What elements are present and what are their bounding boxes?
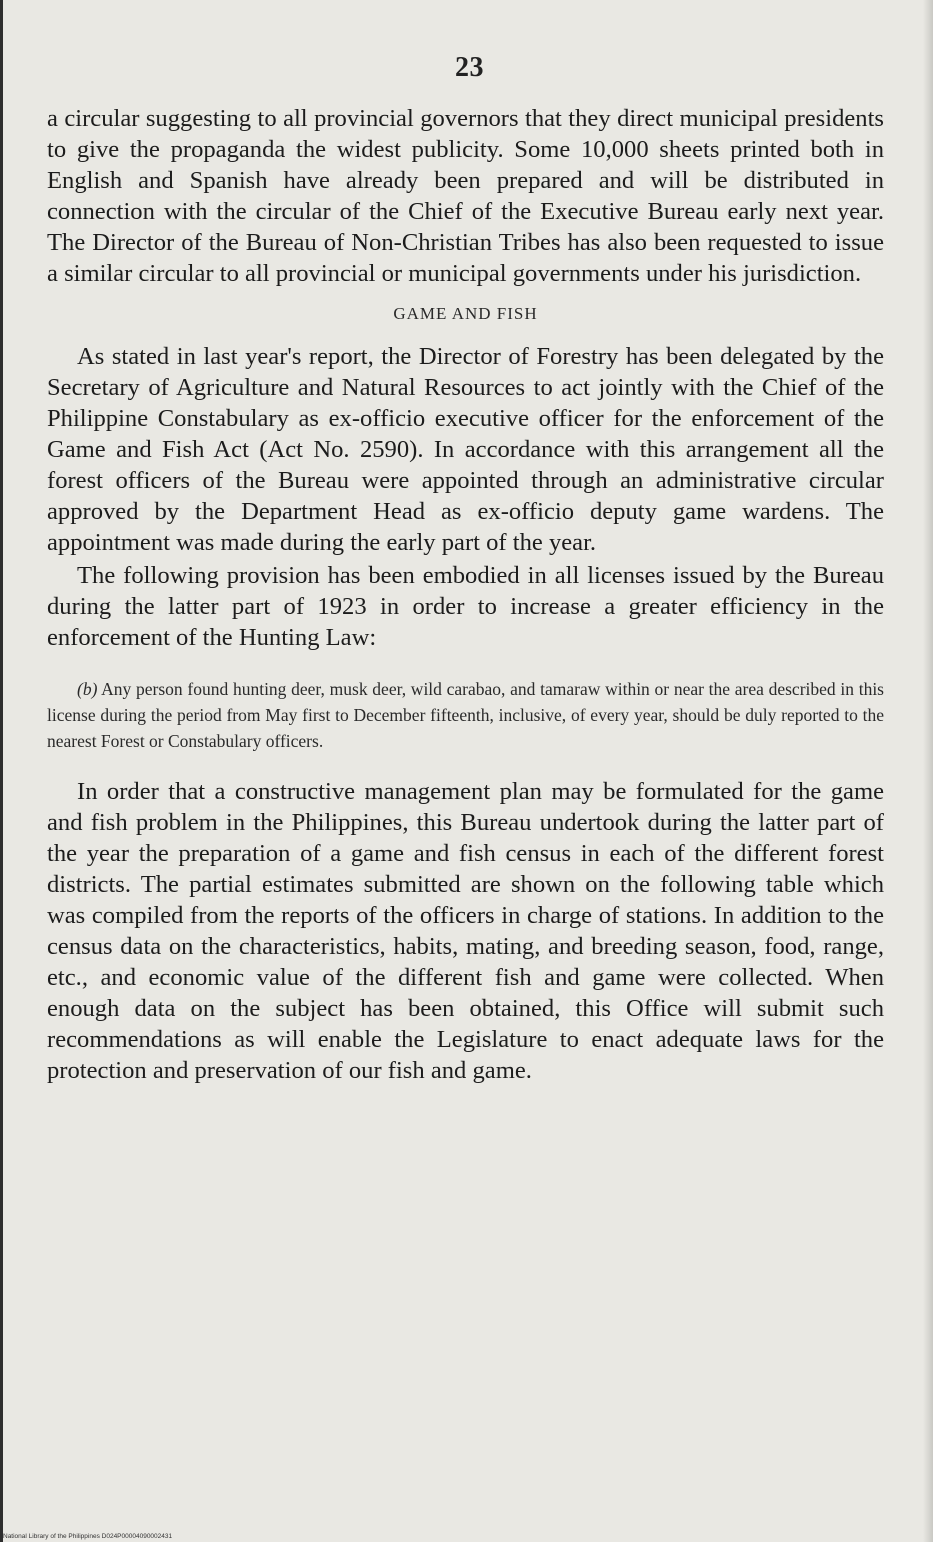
quote-label: (b) (77, 678, 98, 699)
license-provision-quote (47, 676, 884, 754)
section-heading: GAME AND FISH (393, 303, 538, 323)
paragraph-delegation: As stated in last year's report, the Director of Forestry has been delegated by the Secretary of Agriculture and Natural Resources to act jointly with the Chief of the Philippine Constabulary as ex-officio executive officer for the enforcement of the Game and Fish Act (Act No. 2590). In accordance with this arrangement all the forest officers of the Bureau were appointed through an administrative circular approved by the Department Head as ex-officio deputy game wardens. The appointment was made during the early part of the year. (47, 342, 884, 557)
text-column (47, 103, 884, 1086)
quote-text: Any person found hunting deer, musk deer, wild carabao, and tamaraw within or near the area described in this license during the period from May first to December fifteenth, inclusive, of every year, should be duly reported to the nearest Forest or Constabulary officers. (47, 678, 884, 751)
paragraph-census: In order that a constructive management plan may be formulated for the game and fish problem in the Philippines, this Bureau undertook during the latter part of the year the preparation of a game and fish census in each of the different forest districts. The partial estimates submitted are shown on the following table which was compiled from the reports of the officers in charge of stations. In addition to the census data on the characteristics, habits, mating, and breeding season, food, range, etc., and economic value of the different fish and game were collected. When enough data on the subject has been obtained, this Office will submit such recommendations as will enable the Legislature to enact adequate laws for the protection and preservation of our fish and game. (47, 777, 884, 1085)
library-footer-stamp: National Library of the Philippines D024P00004090002431 (3, 1533, 173, 1540)
paragraph-provision: The following provision has been embodied in all licenses issued by the Bureau during the latter part of 1923 in order to increase a greater efficiency in the enforcement of the Hunting Law: (47, 562, 884, 652)
paragraph-circular: a circular suggesting to all provincial governors that they direct municipal presidents to give the propaganda the widest publicity. Some 10,000 sheets printed both in English and Spanish have already been prepared and will be distributed in connection with the circular of the Chief of the Executive Bureau early next year. The Director of the Bureau of Non-Christian Tribes has also been requested to issue a similar circular to all provincial or municipal governments under his jurisdiction. (47, 105, 884, 288)
page-number: 23 (455, 52, 484, 83)
